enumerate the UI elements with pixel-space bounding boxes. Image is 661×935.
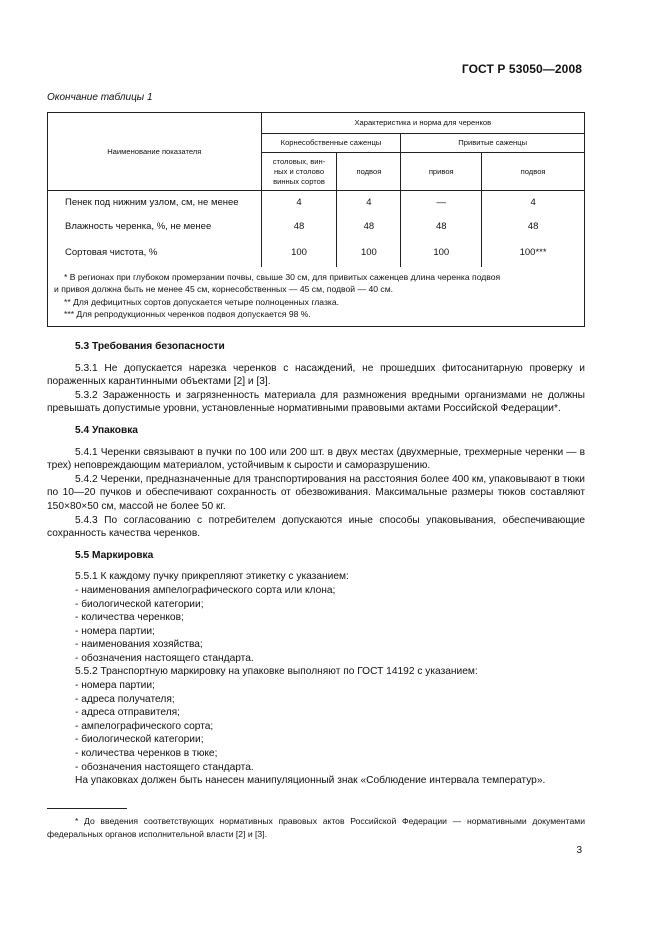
list-item: - биологической категории;	[75, 734, 204, 746]
paragraph-5-4-3: 5.4.3 По согласованию с потребителем допускаются иные способы упаковывания, обеспечивающие сохранность качества черенков.	[47, 514, 585, 540]
col-group-own-root: Корнесобственные саженцы	[261, 134, 401, 153]
page-number: 3	[576, 845, 582, 856]
col-header-top: Характеристика и норма для черенков	[261, 113, 584, 134]
col-sub-rootstock-1: подвоя	[337, 153, 401, 191]
table-caption: Окончание таблицы 1	[47, 92, 153, 103]
col-sub-scion: привоя	[401, 153, 482, 191]
requirements-table	[47, 112, 585, 327]
list-item: - наименования ампелографического сорта или клона;	[75, 584, 336, 596]
paragraph-5-3-2: 5.3.2 Зараженность и загрязненность материала для размножения вредными организмами не должны превышать допустимые уровни, установленные нормативными правовыми актами Российской Федерации*.	[47, 389, 585, 415]
list-item: - обозначения настоящего стандарта.	[75, 652, 254, 664]
table-note: и привоя должна быть не менее 45 см, корнесобственных — 45 см, подвой — 40 см.	[54, 284, 394, 294]
footnote: * До введения соответствующих нормативных правовых актов Российской Федерации — нормативными документами федеральных органов исполнительной власти [2] и [3].	[47, 816, 585, 839]
footnote-rule	[47, 808, 127, 809]
paragraph-5-5-1: 5.5.1 К каждому пучку прикрепляют этикетку с указанием:	[75, 571, 349, 583]
list-item: - ампелографического сорта;	[75, 720, 214, 732]
table-notes	[47, 267, 585, 327]
list-item: - номера партии;	[75, 625, 155, 637]
table-note: * В регионах при глубоком промерзании почвы, свыше 30 см, для привитых саженцев длина черенка подвоя	[64, 271, 501, 282]
list-item: - количества черенков в тюке;	[75, 748, 218, 760]
table-row: Сортовая чистота, % 100 100 100 100***	[48, 239, 585, 267]
col-group-grafted: Привитые саженцы	[401, 134, 585, 153]
section-title-5-5: 5.5 Маркировка	[75, 549, 154, 561]
list-item: - наименования хозяйства;	[75, 639, 203, 651]
paragraph-5-4-1: 5.4.1 Черенки связывают в пучки по 100 или 200 шт. в двух местах (двухмерные, трехмерные черенки — в трех) неповреждающим материалом, устойчивым к сырости и саморазрушению.	[47, 446, 585, 472]
paragraph-5-5-2: 5.5.2 Транспортную маркировку на упаковке выполняют по ГОСТ 14192 с указанием:	[75, 666, 478, 678]
table-note: *** Для репродукционных черенков подвоя допускается 98 %.	[64, 309, 311, 319]
col-sub-rootstock-2: подвоя	[482, 153, 585, 191]
document-body	[47, 338, 585, 788]
list-item: - биологической категории;	[75, 598, 204, 610]
section-title-5-3: 5.3 Требования безопасности	[75, 341, 225, 352]
list-item: - адреса отправителя;	[75, 707, 180, 719]
paragraph-closing: На упаковках должен быть нанесен манипуляционный знак «Соблюдение интервала температур».	[75, 775, 546, 787]
list-item: - обозначения настоящего стандарта.	[75, 761, 254, 773]
paragraph-5-3-1: 5.3.1 Не допускается нарезка черенков с насаждений, не прошедших фитосанитарную проверку и пораженных карантинными объектами [2] и [3].	[47, 362, 585, 388]
table-note: ** Для дефицитных сортов допускается четыре полноценных глазка.	[64, 296, 340, 307]
list-item: - количества черенков;	[75, 612, 184, 624]
list-item: - адреса получателя;	[75, 693, 175, 705]
table-row: Пенек под нижним узлом, см, не менее 4 4 — 4	[48, 191, 585, 215]
standard-header: ГОСТ Р 53050—2008	[461, 62, 582, 76]
list-item: - номера партии;	[75, 680, 155, 692]
paragraph-5-4-2: 5.4.2 Черенки, предназначенные для транспортирования на расстояния более 400 км, упаковывают в тюки по 10—20 пучков и обеспечивают сохранность от обезвоживания. Максимальные размеры тюков составляют 150×80×50 см, массой не более 50 кг.	[47, 473, 585, 512]
col-header-name: Наименование показателя	[48, 113, 262, 191]
section-title-5-4: 5.4 Упаковка	[75, 424, 138, 436]
table-row: Влажность черенка, %, не менее 48 48 48 48	[48, 215, 585, 239]
col-sub-table-varieties: столовых, вин- ных и столово винных сортов	[261, 153, 337, 191]
